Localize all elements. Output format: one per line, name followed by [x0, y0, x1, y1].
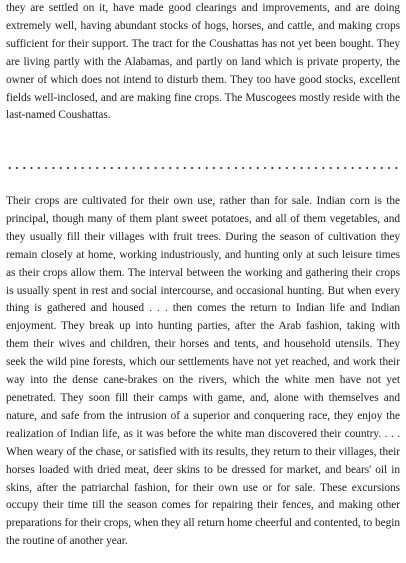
- dotted-ellipsis-separator: [6, 165, 400, 171]
- paragraph-second: Their crops are cultivated for their own use, rather than for sale. Indian corn is the principal, though many of them plant sweet potatoes, and all of them vegetables, and they usually fill their villages with fruit trees. During the season of cultivation they remain closely at home, working industriously, and hunting only at such leisure times as their crops allow them. The interval between the working and gathering their crops is usually spent in rest and social intercourse, and occasional hunting. But when every thing is gathered and housed . . . then comes the return to Indian life and Indian enjoyment. They break up into hunting parties, after the Arab fashion, taking with them their wives and children, their horses and tents, and household utensils. They seek the wild pine forests, which our settlements have not yet reached, and work their way into the dense cane-brakes on the rivers, which the white men have not yet penetrated. They soon fill their camps with game, and, alone with themselves and nature, and safe from the intrusion of a superior and conquering race, they enjoy the realization of Indian life, as it was before the white man discovered their country. . . . When weary of the chase, or satisfied with its results, they return to their villages, their horses loaded with dried meat, deer skins to be dressed for market, and bears' oil in skins, after the patriarchal fashion, for their own use or for sale. These excursions occupy their time till the season comes for repairing their fences, and making other preparations for their crops, when they all return home cheerful and contented, to begin the routine of another year.: [6, 195, 400, 548]
- paragraph-first: they are settled on it, have made good clearings and improvements, and are doing extremely well, having abundant stocks of hogs, horses, and cattle, and making crops sufficient for their support. The tract for the Coushattas has not yet been bought. They are living partly with the Alabamas, and partly on land which is private property, the owner of which does not intend to disturb them. They too have good stocks, excellent fields well-inclosed, and are making fine crops. The Muscogees mostly reside with the last-named Coushattas.: [6, 2, 400, 122]
